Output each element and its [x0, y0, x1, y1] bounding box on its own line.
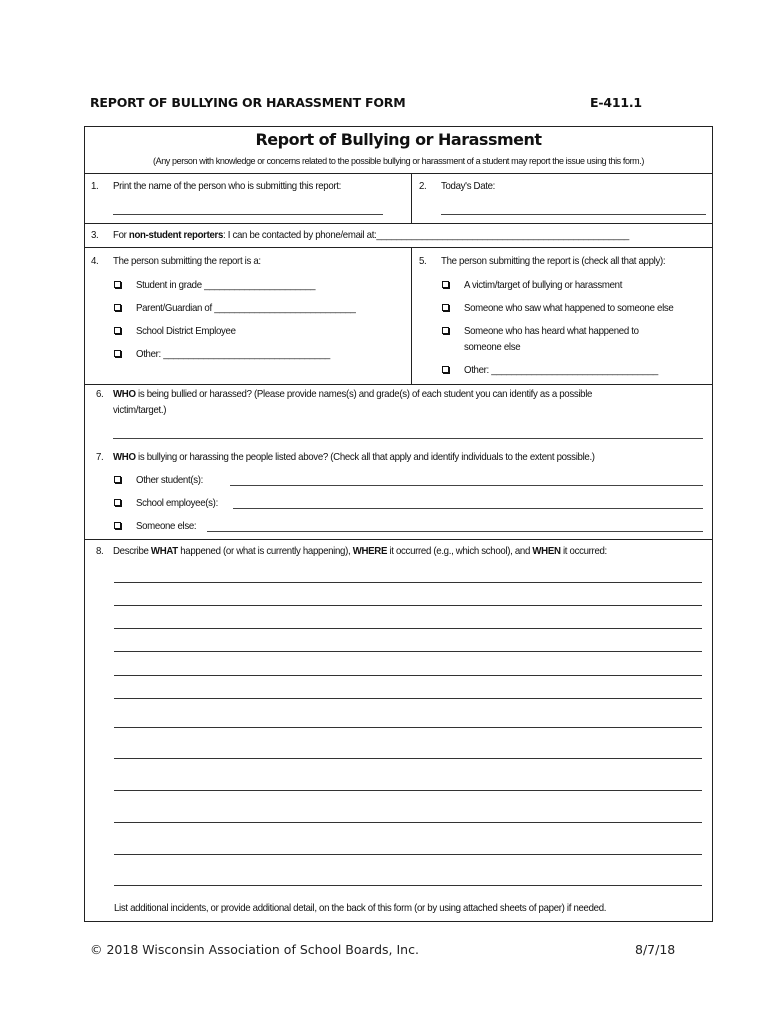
description-line[interactable]	[114, 675, 702, 676]
victim-checkbox[interactable]	[442, 281, 449, 288]
description-line[interactable]	[114, 651, 702, 652]
q4-option-parent: Parent/Guardian of ____________________________	[136, 302, 356, 314]
box-subtitle: (Any person with knowledge or concerns related to the possible bullying or harassment of a student may report the issue using this form.)	[153, 156, 644, 166]
reporter-name-field[interactable]	[113, 214, 383, 215]
school-employees-field[interactable]	[233, 508, 703, 509]
q8-note: List additional incidents, or provide additional detail, on the back of this form (or by using attached sheets of paper) if needed.	[114, 902, 607, 914]
divider	[84, 223, 713, 224]
q7-text: WHO is bullying or harassing the people listed above? (Check all that apply and identify individuals to the extent possible.)	[113, 451, 595, 463]
q2-number: 2.	[419, 180, 427, 192]
form-title: REPORT OF BULLYING OR HARASSMENT FORM	[90, 95, 406, 110]
q5-option-other: Other: _________________________________	[464, 364, 658, 376]
description-line[interactable]	[114, 698, 702, 699]
description-line[interactable]	[114, 582, 702, 583]
description-line[interactable]	[114, 758, 702, 759]
q6-number: 6.	[96, 388, 104, 400]
heard-checkbox[interactable]	[442, 327, 449, 334]
q7-option-someone: Someone else:	[136, 520, 197, 532]
parent-checkbox[interactable]	[114, 304, 121, 311]
divider	[84, 247, 713, 248]
q4-label: The person submitting the report is a:	[113, 255, 261, 267]
todays-date-field[interactable]	[441, 214, 706, 215]
q4-option-other: Other: _________________________________	[136, 348, 330, 360]
q1-number: 1.	[91, 180, 99, 192]
q3-number: 3.	[91, 229, 99, 241]
q5-label: The person submitting the report is (check all that apply):	[441, 255, 666, 267]
employee-checkbox[interactable]	[114, 327, 121, 334]
box-title: Report of Bullying or Harassment	[255, 130, 542, 149]
q5-option-witness: Someone who saw what happened to someone else	[464, 302, 674, 314]
q5-option-victim: A victim/target of bullying or harassment	[464, 279, 623, 291]
q2-label: Today's Date:	[441, 180, 496, 192]
q3-text: For non-student reporters: I can be contacted by phone/email at:__________________________________________________	[113, 229, 629, 241]
divider	[84, 539, 713, 540]
other-checkbox[interactable]	[442, 366, 449, 373]
q4-option-employee: School District Employee	[136, 325, 236, 337]
q7-option-students: Other student(s):	[136, 474, 204, 486]
school-employees-checkbox[interactable]	[114, 499, 121, 506]
divider	[84, 384, 713, 385]
other-students-field[interactable]	[230, 485, 703, 486]
someone-else-field[interactable]	[207, 531, 703, 532]
other-checkbox[interactable]	[114, 350, 121, 357]
copyright: © 2018 Wisconsin Association of School Boards, Inc.	[90, 942, 419, 957]
description-line[interactable]	[114, 790, 702, 791]
someone-else-checkbox[interactable]	[114, 522, 121, 529]
description-line[interactable]	[114, 854, 702, 855]
form-code: E-411.1	[590, 95, 642, 110]
student-checkbox[interactable]	[114, 281, 121, 288]
q7-option-employees: School employee(s):	[136, 497, 218, 509]
other-students-checkbox[interactable]	[114, 476, 121, 483]
q4-number: 4.	[91, 255, 99, 267]
description-line[interactable]	[114, 822, 702, 823]
q5-number: 5.	[419, 255, 427, 267]
q5-option-heard-cont: someone else	[464, 341, 521, 353]
revision-date: 8/7/18	[635, 942, 676, 957]
q6-text-cont: victim/target.)	[113, 404, 167, 416]
description-line[interactable]	[114, 727, 702, 728]
description-line[interactable]	[114, 605, 702, 606]
q7-number: 7.	[96, 451, 104, 463]
q4-option-student: Student in grade ______________________	[136, 279, 316, 291]
divider	[84, 173, 713, 174]
q6-text: WHO is being bullied or harassed? (Please provide names(s) and grade(s) of each student you can identify as a possible	[113, 388, 593, 400]
divider	[411, 247, 412, 384]
q5-option-heard: Someone who has heard what happened to	[464, 325, 639, 337]
q8-text: Describe WHAT happened (or what is currently happening), WHERE it occurred (e.g., which school), and WHEN it occurred:	[113, 545, 607, 557]
description-line[interactable]	[114, 628, 702, 629]
q8-number: 8.	[96, 545, 104, 557]
divider	[411, 173, 412, 223]
victim-names-field[interactable]	[113, 438, 703, 439]
description-line[interactable]	[114, 885, 702, 886]
q1-label: Print the name of the person who is submitting this report:	[113, 180, 342, 192]
witness-checkbox[interactable]	[442, 304, 449, 311]
